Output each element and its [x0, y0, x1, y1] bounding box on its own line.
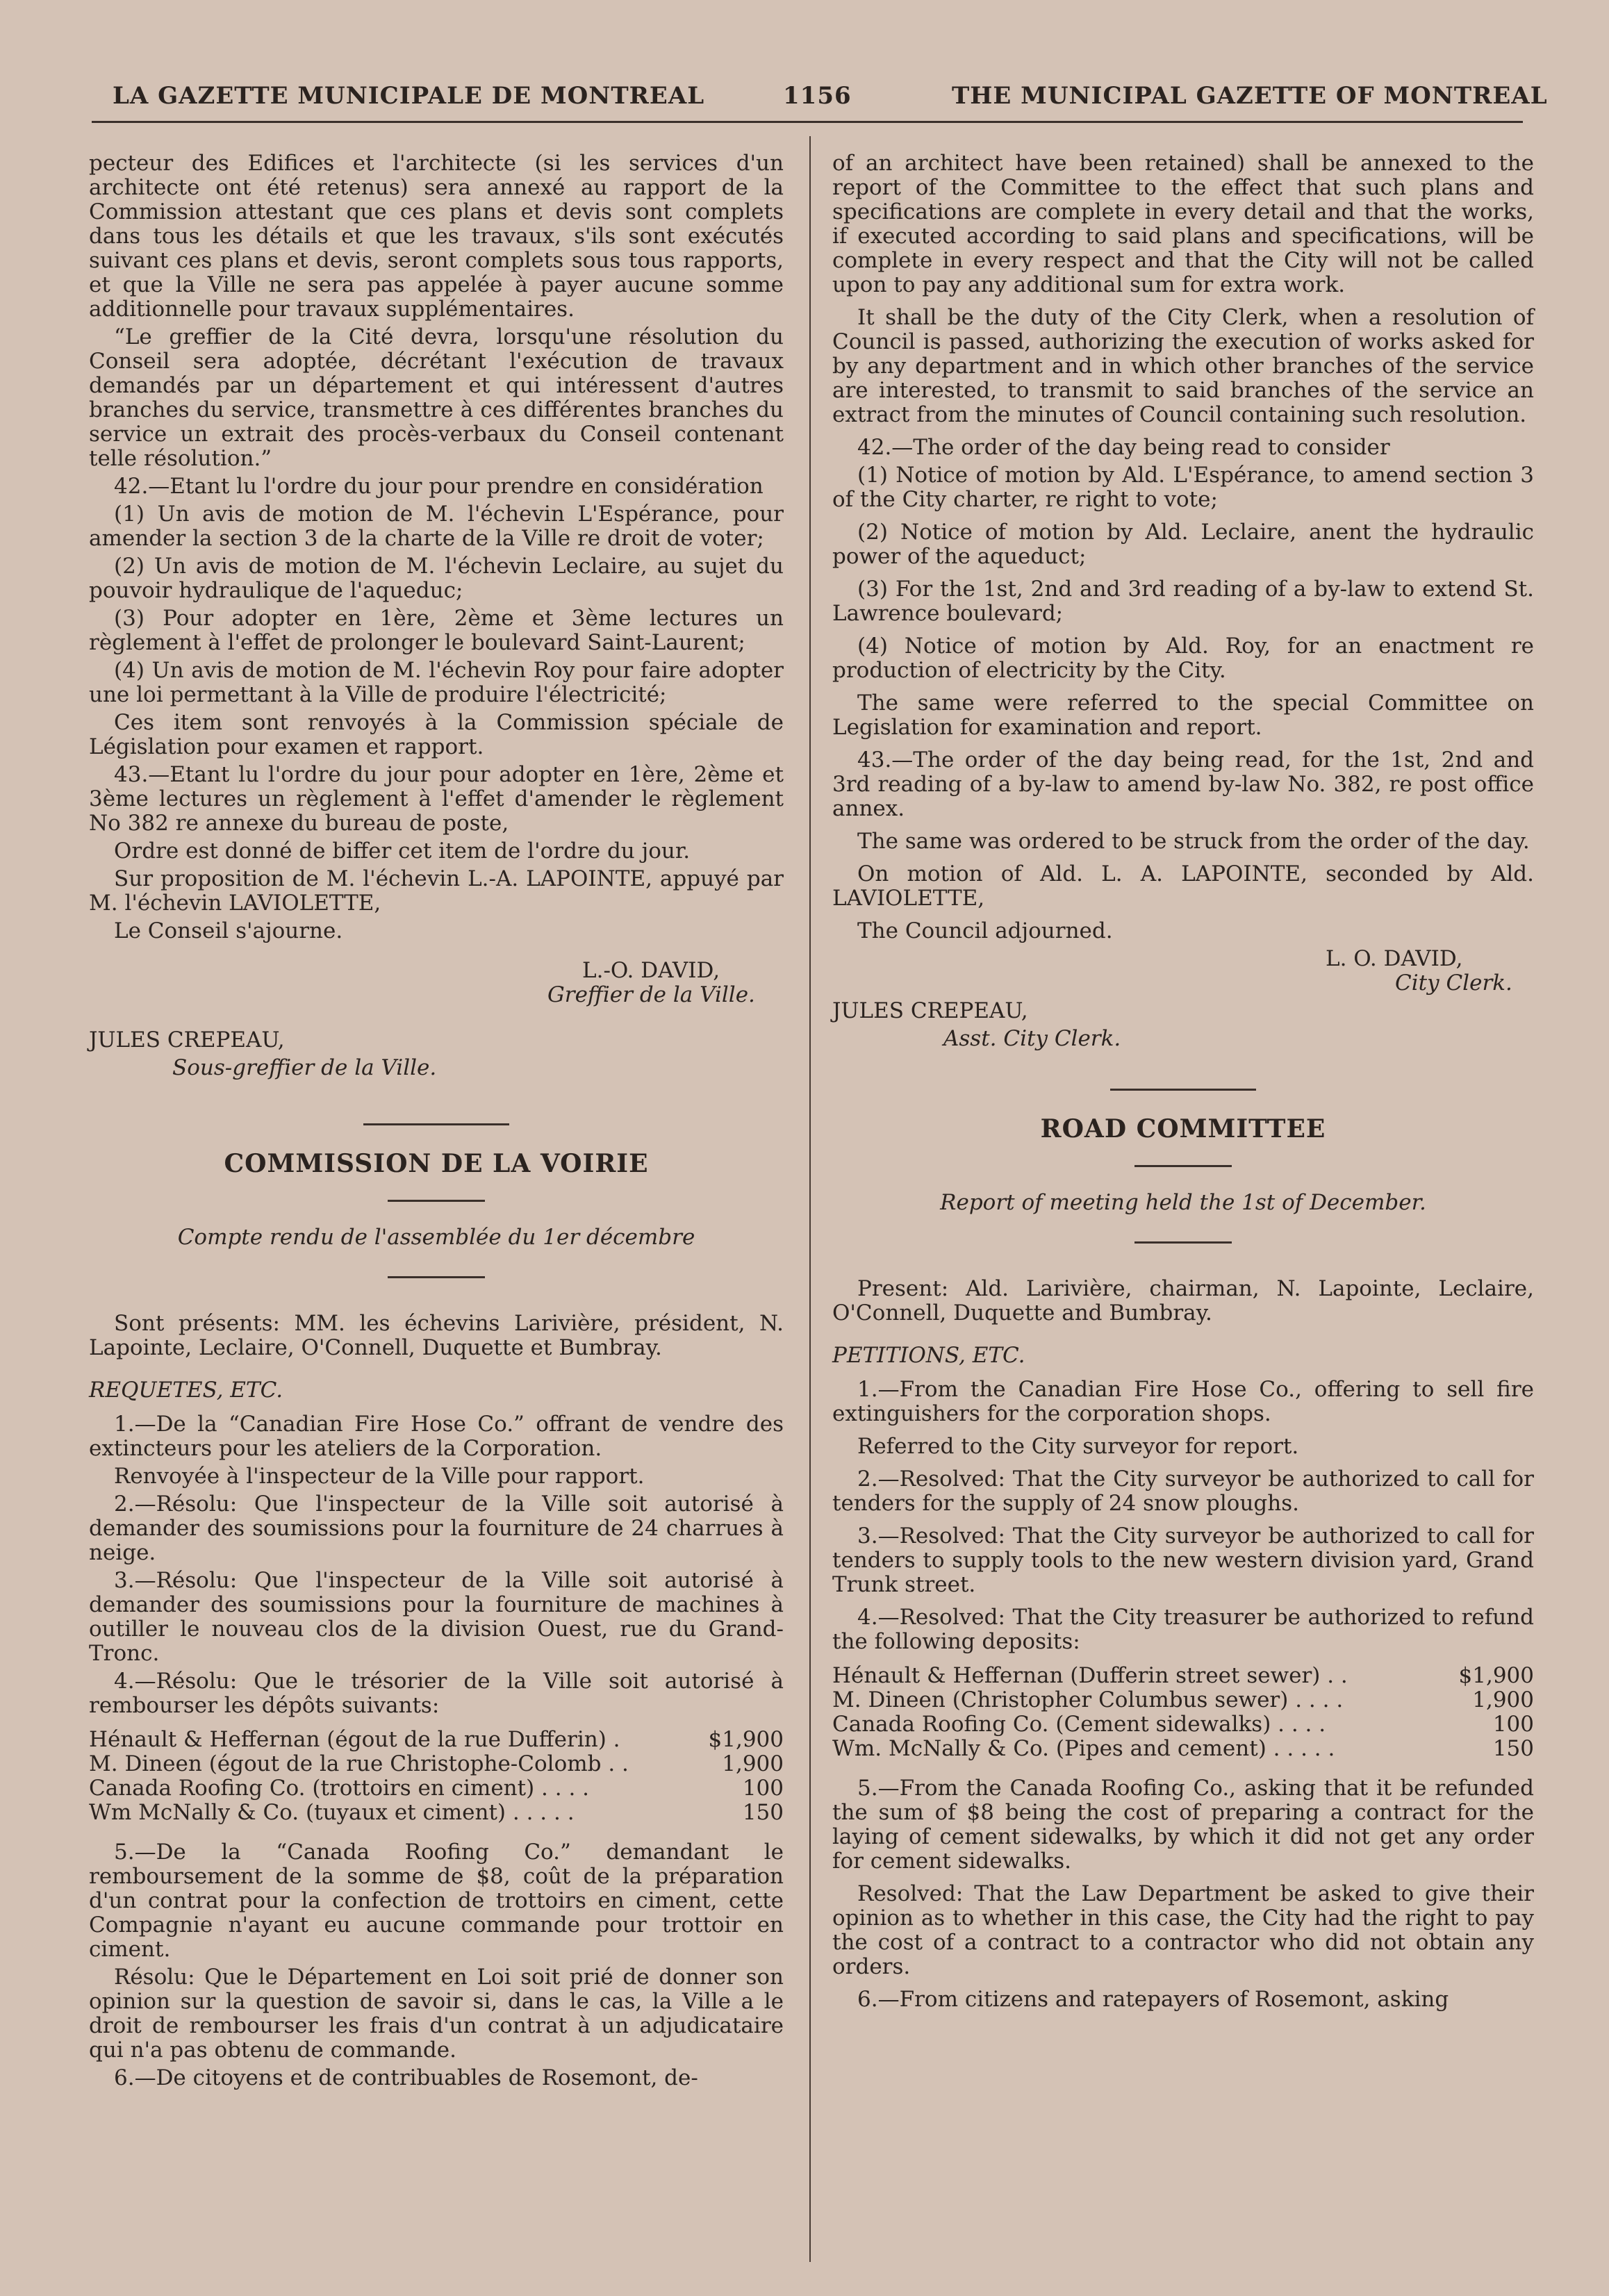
deposit-name: Hénault & Heffernan (Dufferin street sewer) . .	[832, 1663, 1348, 1688]
item: 4.—Résolu: Que le trésorier de la Ville soit autorisé à rembourser les dépôts suivants:	[89, 1669, 784, 1718]
deposit-name: M. Dineen (égout de la rue Christophe-Colomb . .	[89, 1751, 629, 1776]
item: 1.—From the Canadian Fire Hose Co., offering to sell fire extinguishers for the corporation shops.	[832, 1377, 1534, 1426]
paragraph: “Le greffier de la Cité devra, lorsqu'une résolution du Conseil sera adoptée, décrétant l'exécution de travaux demandés par un département et qui intéressent d'autres branches du service, transmettre à ces différentes branches du service un extrait des procès-verbaux du Conseil contenant telle résolution.”	[89, 324, 784, 471]
deposit-amount: 150	[742, 1800, 784, 1825]
english-column	[832, 151, 1534, 2015]
item: 1.—De la “Canadian Fire Hose Co.” offrant de vendre des extincteurs pour les ateliers de la Corporation.	[89, 1412, 784, 1461]
header-title-english: THE MUNICIPAL GAZETTE OF MONTREAL	[952, 82, 1548, 110]
assistant-name: JULES CREPEAU,	[89, 1027, 285, 1052]
paragraph: (1) Notice of motion by Ald. L'Espérance, to amend section 3 of the City charter, re right to vote;	[832, 463, 1534, 512]
item: 6.—From citizens and ratepayers of Rosemont, asking	[857, 1987, 1449, 2012]
deposit-name: Canada Roofing Co. (Cement sidewalks) . . . .	[832, 1712, 1326, 1737]
deposit-name: Hénault & Heffernan (égout de la rue Dufferin) .	[89, 1727, 620, 1752]
paragraph: Ordre est donné de biffer cet item de l'ordre du jour.	[114, 839, 691, 864]
item: 5.—De la “Canada Roofing Co.” demandant le remboursement de la somme de $8, coût de la préparation d'un contrat pour la confection de trottoirs en ciment, cette Compagnie n'ayant eu aucune commande pour trottoir en ciment.	[89, 1840, 784, 1962]
table-row	[832, 1712, 1534, 1737]
deposit-name: Canada Roofing Co. (trottoirs en ciment) . . . .	[89, 1776, 590, 1801]
deposit-amount: 1,900	[1472, 1687, 1534, 1712]
section-divider	[388, 1276, 485, 1278]
paragraph: The Council adjourned.	[857, 918, 1113, 943]
subsection-heading: REQUETES, ETC.	[89, 1378, 283, 1403]
table-row	[89, 1776, 784, 1801]
paragraph: (4) Un avis de motion de M. l'échevin Roy pour faire adopter une loi permettant à la Ville de produire l'électricité;	[89, 658, 784, 707]
table-row	[89, 1728, 784, 1752]
deposit-amount: $1,900	[708, 1727, 784, 1752]
section-divider	[1134, 1241, 1232, 1244]
paragraph: of an architect have been retained) shall be annexed to the report of the Committee to the effect that such plans and specifications are complete in every detail and that the works, if executed according to said plans and specifications, will be complete in every respect and that the City will not be called upon to pay any additional sum for extra work.	[832, 151, 1534, 297]
paragraph: On motion of Ald. L. A. LAPOINTE, seconded by Ald. LAVIOLETTE,	[832, 861, 1534, 911]
table-row	[832, 1737, 1534, 1761]
section-divider	[388, 1200, 485, 1202]
section-divider	[1134, 1165, 1232, 1167]
deposit-name: Wm. McNally & Co. (Pipes and cement) . . . . .	[832, 1736, 1335, 1761]
paragraph: Sur proposition de M. l'échevin L.-A. LAPOINTE, appuyé par M. l'échevin LAVIOLETTE,	[89, 866, 784, 916]
section-divider	[1110, 1089, 1256, 1091]
item: 6.—De citoyens et de contribuables de Rosemont, de-	[114, 2065, 698, 2090]
item: 3.—Resolved: That the City surveyor be authorized to call for tenders to supply tools to the new western division yard, Grand Trunk street.	[832, 1523, 1534, 1597]
paragraph: Ces item sont renvoyés à la Commission spéciale de Législation pour examen et rapport.	[89, 710, 784, 759]
paragraph: (2) Notice of motion by Ald. Leclaire, anent the hydraulic power of the aqueduct;	[832, 520, 1534, 569]
page-number: 1156	[783, 82, 852, 110]
section-title: ROAD COMMITTEE	[1040, 1114, 1326, 1143]
signature-name: L.-O. DAVID,	[582, 958, 720, 983]
assistant-title: Asst. City Clerk.	[943, 1026, 1121, 1051]
item: Resolved: That the Law Department be asked to give their opinion as to whether in this case, the City had the right to pay the cost of a contract to a contractor who did not obtain any orders.	[832, 1881, 1534, 1979]
section-title: COMMISSION DE LA VOIRIE	[224, 1149, 649, 1178]
deposit-name: Wm McNally & Co. (tuyaux et ciment) . . . . .	[89, 1800, 575, 1825]
french-column	[89, 151, 784, 2094]
paragraph: 42.—The order of the day being read to consider	[857, 435, 1390, 460]
item: 2.—Résolu: Que l'inspecteur de la Ville soit autorisé à demander des soumissions pour la fourniture de 24 charrues à neige.	[89, 1492, 784, 1565]
subsection-heading: PETITIONS, ETC.	[832, 1343, 1025, 1368]
attendance: Sont présents: MM. les échevins Larivière, président, N. Lapointe, Leclaire, O'Connell, Duquette et Bumbray.	[89, 1311, 784, 1360]
paragraph: Le Conseil s'ajourne.	[114, 918, 343, 943]
paragraph: 43.—The order of the day being read, for the 1st, 2nd and 3rd reading of a by-law to amend by-law No. 382, re post office annex.	[832, 748, 1534, 821]
assistant-title: Sous-greffier de la Ville.	[172, 1055, 437, 1080]
table-row	[89, 1801, 784, 1825]
item: 5.—From the Canada Roofing Co., asking that it be refunded the sum of $8 being the cost of preparing a contract for the laying of cement sidewalks, by which it did not get any order for cement sidewalks.	[832, 1776, 1534, 1874]
item: 4.—Resolved: That the City treasurer be authorized to refund the following deposits:	[832, 1605, 1534, 1654]
deposit-name: M. Dineen (Christopher Columbus sewer) . . . .	[832, 1687, 1344, 1712]
deposit-amount: 1,900	[722, 1751, 784, 1776]
attendance: Present: Ald. Larivière, chairman, N. Lapointe, Leclaire, O'Connell, Duquette and Bumbray.	[832, 1276, 1534, 1325]
deposits-table	[832, 1664, 1534, 1761]
paragraph: The same were referred to the special Committee on Legislation for examination and report.	[832, 691, 1534, 740]
deposits-table	[89, 1728, 784, 1825]
paragraph: (3) Pour adopter en 1ère, 2ème et 3ème lectures un règlement à l'effet de prolonger le boulevard Saint-Laurent;	[89, 606, 784, 655]
paragraph: (2) Un avis de motion de M. l'échevin Leclaire, au sujet du pouvoir hydraulique de l'aqueduc;	[89, 554, 784, 603]
deposit-amount: $1,900	[1458, 1663, 1534, 1688]
signature-title: City Clerk.	[1395, 971, 1512, 996]
paragraph: (4) Notice of motion by Ald. Roy, for an enactment re production of electricity by the City.	[832, 634, 1534, 683]
paragraph: 43.—Etant lu l'ordre du jour pour adopter en 1ère, 2ème et 3ème lectures un règlement à l'effet d'amender le règlement No 382 re annexe du bureau de poste,	[89, 762, 784, 836]
section-subtitle: Compte rendu de l'assemblée du 1er décembre	[177, 1225, 695, 1250]
header-title-french: LA GAZETTE MUNICIPALE DE MONTREAL	[113, 82, 705, 110]
paragraph: (1) Un avis de motion de M. l'échevin L'Espérance, pour amender la section 3 de la charte de la Ville re droit de voter;	[89, 502, 784, 551]
item: 3.—Résolu: Que l'inspecteur de la Ville soit autorisé à demander des soumissions pour la fourniture de machines à outiller le nouveau clos de la division Ouest, rue du Grand-Tronc.	[89, 1568, 784, 1666]
table-row	[832, 1664, 1534, 1688]
item: 2.—Resolved: That the City surveyor be authorized to call for tenders for the supply of 24 snow ploughs.	[832, 1467, 1534, 1516]
paragraph: pecteur des Edifices et l'architecte (si les services d'un architecte ont été retenus) sera annexé au rapport de la Commission attestant que ces plans et devis sont complets dans tous les détails et que les travaux, s'ils sont exécutés suivant ces plans et devis, seront complets sous tous rapports, et que la Ville ne sera pas appelée à payer aucune somme additionnelle pour travaux supplémentaires.	[89, 151, 784, 322]
paragraph: The same was ordered to be struck from the order of the day.	[857, 829, 1530, 854]
paragraph: (3) For the 1st, 2nd and 3rd reading of a by-law to extend St. Lawrence boulevard;	[832, 577, 1534, 626]
assistant-name: JULES CREPEAU,	[832, 998, 1028, 1023]
table-row	[89, 1752, 784, 1776]
paragraph: 42.—Etant lu l'ordre du jour pour prendre en considération	[114, 474, 764, 499]
table-row	[832, 1688, 1534, 1712]
signature-name: L. O. DAVID,	[1326, 946, 1463, 971]
deposit-amount: 100	[742, 1776, 784, 1801]
item: Referred to the City surveyor for report.	[857, 1434, 1299, 1459]
item: Renvoyée à l'inspecteur de la Ville pour rapport.	[114, 1464, 645, 1489]
section-divider	[363, 1123, 509, 1125]
paragraph: It shall be the duty of the City Clerk, when a resolution of Council is passed, authorizing the execution of works asked for by any department and in which other branches of the service are interested, to transmit to said branches of the service an extract from the minutes of Council containing such resolution.	[832, 305, 1534, 427]
column-divider	[809, 136, 811, 2262]
deposit-amount: 100	[1492, 1712, 1534, 1737]
header-rule	[92, 121, 1523, 123]
deposit-amount: 150	[1492, 1736, 1534, 1761]
item: Résolu: Que le Département en Loi soit prié de donner son opinion sur la question de savoir si, dans le cas, la Ville a le droit de rembourser les frais d'un contrat à un adjudicataire qui n'a pas obtenu de commande.	[89, 1965, 784, 2063]
signature-title: Greffier de la Ville.	[547, 982, 755, 1007]
section-subtitle: Report of meeting held the 1st of December.	[940, 1190, 1426, 1215]
